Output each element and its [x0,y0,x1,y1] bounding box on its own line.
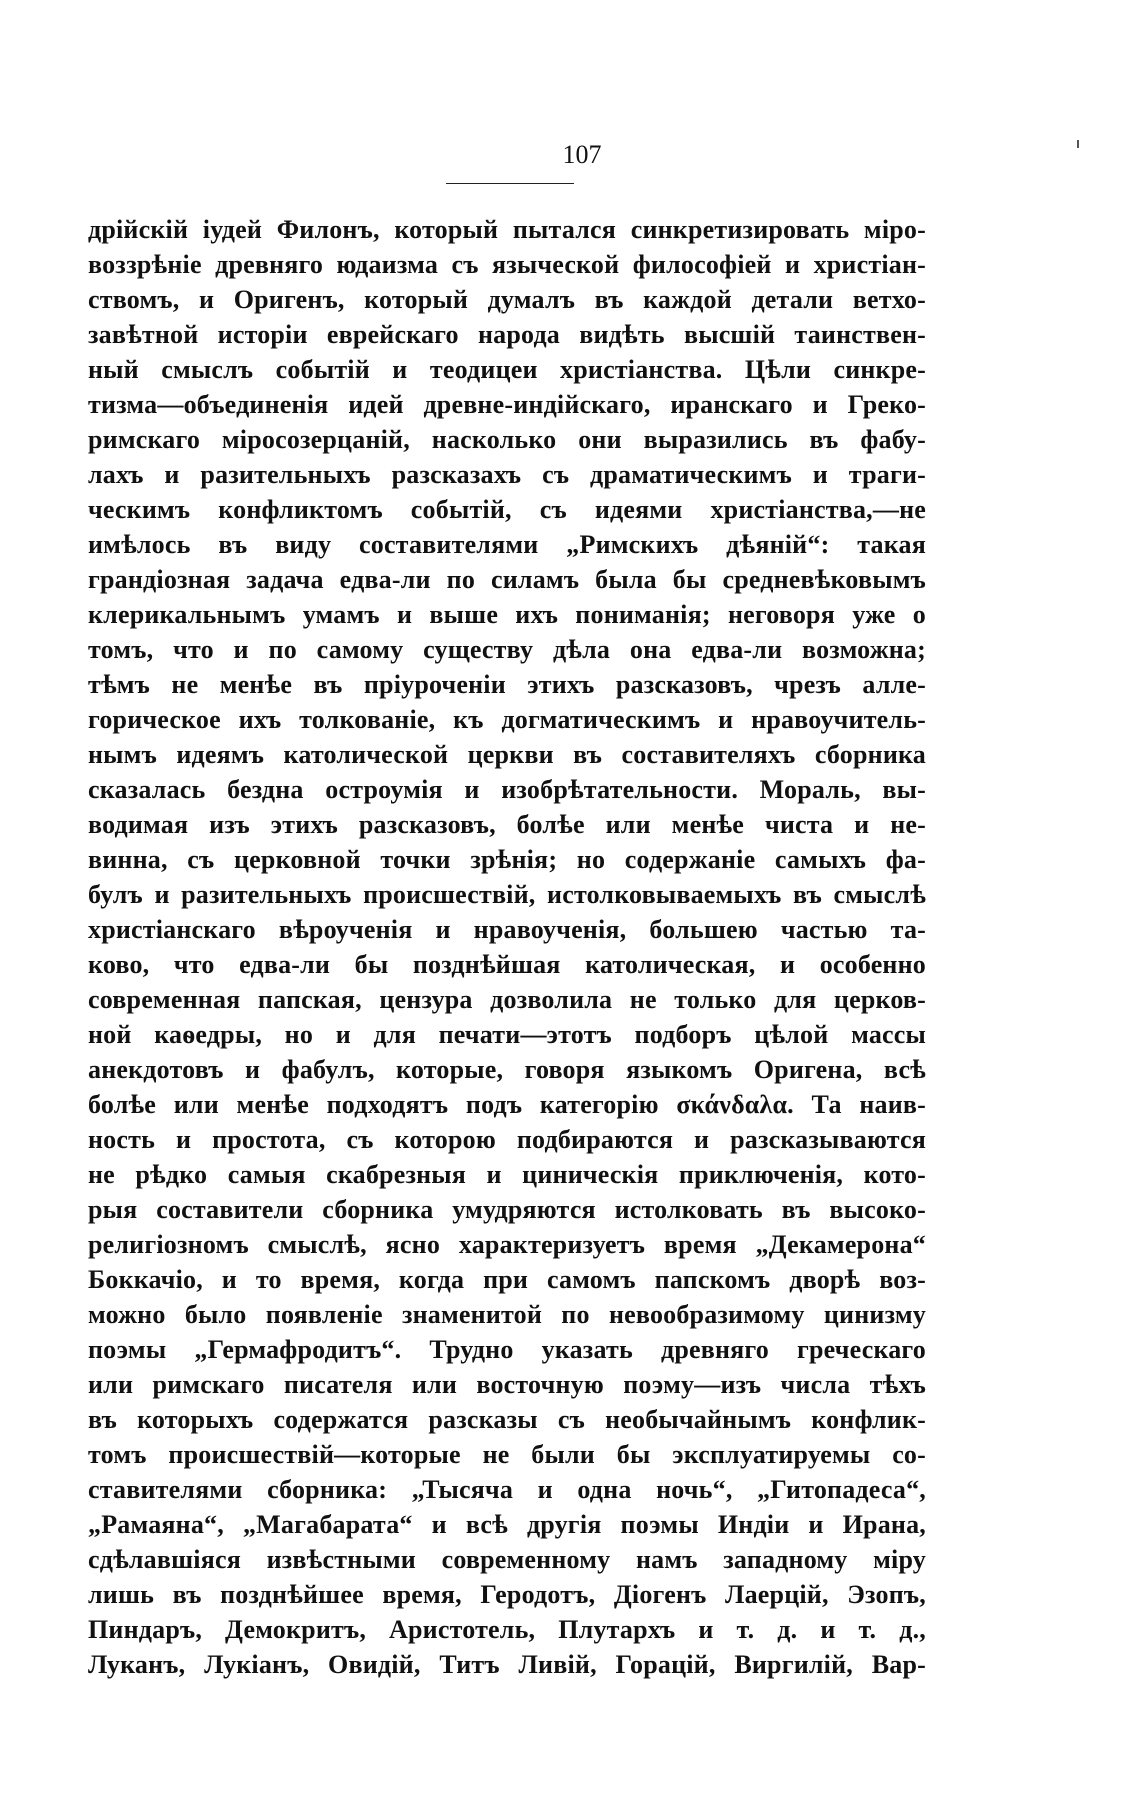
text-line: современная папская, цензура дозволила не только для церков- [88,985,926,1014]
text-line: христіанскаго вѣроученія и нравоученія, большею частью та- [88,915,926,944]
text-line: булъ и разительныхъ происшествій, истолковываемыхъ въ смыслѣ [88,880,926,909]
text-line: тѣмъ не менѣе въ пріуроченіи этихъ разсказовъ, чрезъ алле- [88,670,926,699]
text-line: дрійскій іудей Филонъ, который пытался синкретизировать міро- [88,215,926,244]
text-line: можно было появленіе знаменитой по невообразимому цинизму [88,1300,926,1329]
text-line: томъ происшествій—которые не были бы эксплуатируемы со- [88,1440,926,1469]
text-line: Пиндаръ, Демокритъ, Аристотель, Плутархъ и т. д. и т. д., [88,1615,926,1644]
text-line: водимая изъ этихъ разсказовъ, болѣе или менѣе чиста и не- [88,810,926,839]
text-line: Луканъ, Лукіанъ, Овидій, Титъ Ливій, Горацій, Виргилій, Вар- [88,1650,926,1679]
text-line: нымъ идеямъ католической церкви въ составителяхъ сборника [88,740,926,769]
text-line: сдѣлавшіяся извѣстными современному намъ западному міру [88,1545,926,1574]
text-line: болѣе или менѣе подходятъ подъ категорію σκάνδαλα. Та наив- [88,1090,926,1119]
text-line: лахъ и разительныхъ разсказахъ съ драматическимъ и траги- [88,460,926,489]
margin-mark [1077,140,1079,148]
text-line: имѣлось въ виду составителями „Римскихъ дѣяній“: такая [88,530,926,559]
text-line: римскаго міросозерцаній, насколько они выразились въ фабу- [88,425,926,454]
text-line: ческимъ конфликтомъ событій, съ идеями христіанства,—не [88,495,926,524]
text-line: ность и простота, съ которою подбираются и разсказываются [88,1125,926,1154]
text-line: Боккачіо, и то время, когда при самомъ папскомъ дворѣ воз- [88,1265,926,1294]
page-number [0,142,1140,174]
header-rule [446,183,574,184]
text-line: тизма—объединенія идей древне-индійскаго, иранскаго и Греко- [88,390,926,419]
text-line: сказалась бездна остроумія и изобрѣтательности. Мораль, вы- [88,775,926,804]
text-line: не рѣдко самыя скабрезныя и циническія приключенія, кото- [88,1160,926,1189]
text-line: ствомъ, и Оригенъ, который думалъ въ каждой детали ветхо- [88,285,926,314]
text-line: завѣтной исторіи еврейскаго народа видѣть высшій таинствен- [88,320,926,349]
text-line: горическое ихъ толкованіе, къ догматическимъ и нравоучитель- [88,705,926,734]
text-line: ный смыслъ событій и теодицеи христіанства. Цѣли синкре- [88,355,926,384]
body-text [88,212,926,1682]
page-number-text: 107 [562,140,602,169]
text-line: анекдотовъ и фабулъ, которые, говоря языкомъ Оригена, всѣ [88,1055,926,1084]
text-line: или римскаго писателя или восточную поэму—изъ числа тѣхъ [88,1370,926,1399]
text-line: рыя составители сборника умудряются истолковать въ высоко- [88,1195,926,1224]
text-line: воззрѣніе древняго юдаизма съ языческой философіей и христіан- [88,250,926,279]
text-line: ставителями сборника: „Тысяча и одна ночь“, „Гитопадеса“, [88,1475,926,1504]
text-line: поэмы „Гермафродитъ“. Трудно указать древняго греческаго [88,1335,926,1364]
text-line: томъ, что и по самому существу дѣла она едва-ли возможна; [88,635,926,664]
text-line: „Рамаяна“, „Магабарата“ и всѣ другія поэмы Индіи и Ирана, [88,1510,926,1539]
text-line: грандіозная задача едва-ли по силамъ была бы средневѣковымъ [88,565,926,594]
text-line: ково, что едва-ли бы позднѣйшая католическая, и особенно [88,950,926,979]
text-line: религіозномъ смыслѣ, ясно характеризуетъ время „Декамерона“ [88,1230,926,1259]
text-line: лишь въ позднѣйшее время, Геродотъ, Діогенъ Лаерцій, Эзопъ, [88,1580,926,1609]
text-line: клерикальнымъ умамъ и выше ихъ пониманія; неговоря уже о [88,600,926,629]
text-line: ной каѳедры, но и для печати—этотъ подборъ цѣлой массы [88,1020,926,1049]
text-line: винна, съ церковной точки зрѣнія; но содержаніе самыхъ фа- [88,845,926,874]
text-line: въ которыхъ содержатся разсказы съ необычайнымъ конфлик- [88,1405,926,1434]
